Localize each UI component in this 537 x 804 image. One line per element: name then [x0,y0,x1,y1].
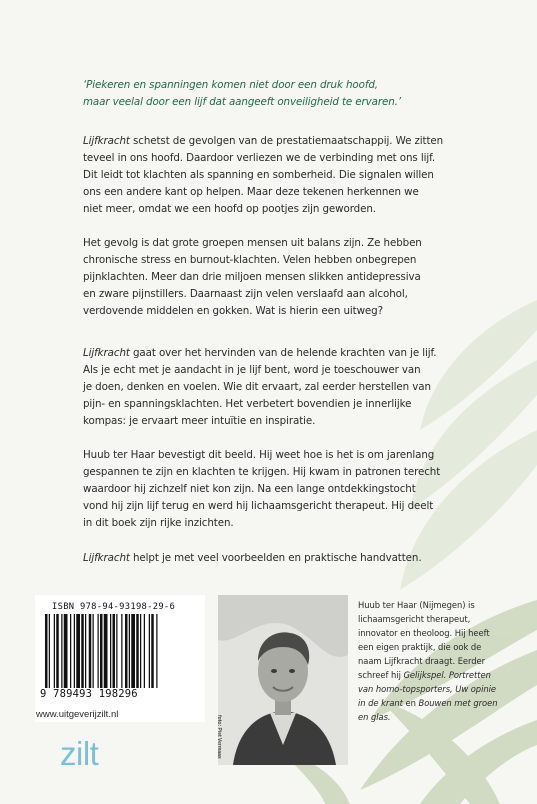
barcode-bar [113,614,116,688]
book-title-em: Lijfkracht [83,347,130,359]
paragraph-3-line-5: kompas: je ervaart meer intuïtie en inspiratie. [83,415,316,427]
bio-book-title-2-end: en glas. [358,712,391,722]
quote-line-1: ‘Piekeren en spanningen komen niet door een druk hoofd, [83,79,378,91]
paragraph-4-line-3: waardoor hij zichzelf niet kon zijn. Na een lange ontdekkingstocht [83,483,416,495]
paragraph-3-line-3: je doen, denken en voelen. Wie dit ervaart, zal eerder herstellen van [83,381,431,393]
barcode-bar [74,614,75,688]
barcode-bar [54,614,55,688]
barcode-digits: 9 789493 198296 [40,688,138,700]
barcode-bar [76,614,80,688]
barcode-bar [81,614,84,688]
barcode-bar [140,614,141,688]
paragraph-1-line-4: ons een andere kant op helpen. Maar deze tekenen herkennen we [83,186,419,198]
barcode-bar [61,614,62,688]
author-bio [358,598,498,724]
paragraph-4-line-4: vond hij zijn lijf terug en werd hij lichaamsgericht therapeut. Hij deelt [83,500,434,512]
bio-book-title-1-cont: van homo-topsporters, Uw opinie [358,684,496,694]
author-photo [218,595,348,765]
barcode-bar [93,614,94,688]
author-portrait-image [218,595,348,765]
publisher-website: www.uitgeverijzilt.nl [36,709,119,720]
barcode-bar [156,614,157,688]
bio-book-title-1: Gelijkspel. Portretten [403,670,491,680]
barcode-bar [131,614,135,688]
bio-book-title-1-end: in de krant [358,698,403,708]
barcode-bar [98,614,99,688]
barcode-bar [149,614,150,688]
publisher-logo: zilt [60,735,99,772]
barcode-box [35,595,205,722]
barcode-bar [56,614,59,688]
barcode-bar [70,614,71,688]
paragraph-1-line-5: niet meer, omdat we een hoofd op pootjes zijn geworden. [83,203,376,215]
paragraph-2 [83,235,483,320]
paragraph-3-line-1: gaat over het hervinden van de helende krachten van je lijf. [129,347,437,359]
paragraph-4 [83,447,483,532]
bio-line-8b: en [402,698,419,708]
paragraph-1-line-1: schetst de gevolgen van de prestatiemaatschappij. We zitten [129,135,444,147]
isbn-label: ISBN 978-94-93198-29-6 [52,602,176,612]
paragraph-2-line-1: Het gevolg is dat grote groepen mensen uit balans zijn. Ze hebben [83,237,422,249]
bio-line-1: Huub ter Haar (Nijmegen) is [358,600,475,610]
bio-line-4: een eigen praktijk, die ook de [358,642,482,652]
barcode-bar [45,614,48,688]
paragraph-4-line-5: in dit boek zijn rijke inzichten. [83,517,234,529]
barcode-icon [43,614,197,688]
paragraph-2-line-2: chronische stress en burnout-klachten. Velen hebben onbegrepen [83,254,417,266]
paragraph-3-line-4: pijn- en spanningsklachten. Het verbetert bovendien je innerlijke [83,398,412,410]
barcode-bar [85,614,86,688]
barcode-bar [129,614,130,688]
barcode-bar [151,614,154,688]
paragraph-3 [83,345,483,430]
barcode-bar [89,614,92,688]
barcode-bar [110,614,111,688]
photo-credit: foto: Piet Vermaas [216,715,222,759]
paragraph-2-line-3: pijnklachten. Meer dan drie miljoen mensen slikken antidepressiva [83,271,421,283]
paragraph-4-line-2: gespannen te zijn en klachten te krijgen. Hij kwam in patronen terecht [83,466,441,478]
barcode-bar [49,614,50,688]
bio-line-3: innovator en theoloog. Hij heeft [358,628,490,638]
bio-line-6a: schreef hij [358,670,404,680]
barcode-bar [136,614,139,688]
book-title-em: Lijfkracht [83,135,130,147]
barcode-bar [100,614,103,688]
paragraph-3-line-2: Als je echt met je aandacht in je lijf bent, word je toeschouwer van [83,364,421,376]
paragraph-5-text: helpt je met veel voorbeelden en praktische handvatten. [129,552,422,564]
paragraph-5 [83,550,483,567]
paragraph-1 [83,133,483,218]
bio-line-2: lichaamsgericht therapeut, [358,614,471,624]
paragraph-1-line-2: teveel in ons hoofd. Daardoor verliezen we de verbinding met ons lijf. [83,152,436,164]
paragraph-4-line-1: Huub ter Haar bevestigt dit beeld. Hij weet hoe is het is om jarenlang [83,449,435,461]
barcode-bar [116,614,117,688]
barcode-bar [121,614,122,688]
paragraph-2-line-4: en zware pijnstillers. Daarnaast zijn velen verslaafd aan alcohol, [83,288,408,300]
bio-line-5: naam Lijfkracht draagt. Eerder [358,656,486,666]
barcode-bar [144,614,145,688]
book-quote [83,77,483,111]
barcode-bar [64,614,68,688]
quote-line-2: maar veelal door een lijf dat aangeeft onveiligheid te ervaren.’ [83,96,402,108]
barcode-bar [125,614,128,688]
paragraph-2-line-5: verdovende middelen en gokken. Wat is hierin een uitweg? [83,305,383,317]
paragraph-1-line-3: Dit leidt tot klachten als spanning en somberheid. Die signalen willen [83,169,434,181]
barcode-bar [104,614,108,688]
book-title-em: Lijfkracht [83,552,130,564]
bio-book-title-2: Bouwen met groen [418,698,498,708]
